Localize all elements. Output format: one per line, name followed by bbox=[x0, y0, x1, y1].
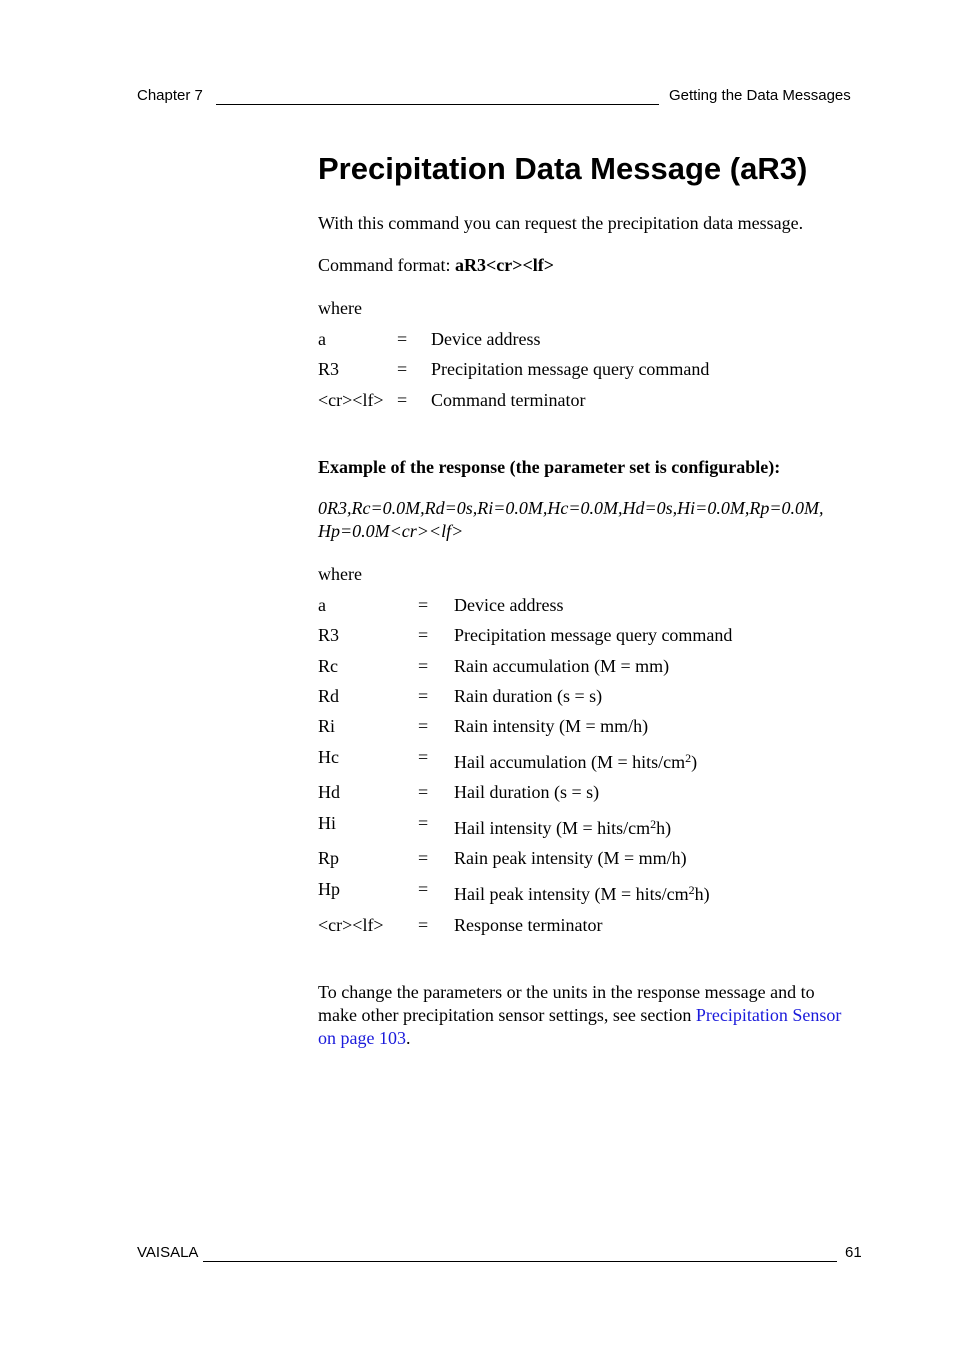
param-description bbox=[454, 715, 648, 738]
param-description bbox=[454, 655, 669, 678]
param-key: Rc bbox=[318, 656, 338, 676]
command-format bbox=[318, 254, 554, 277]
param-description-text: Rain peak intensity (M = mm/h) bbox=[454, 848, 687, 868]
param-equals: = bbox=[418, 782, 429, 802]
param-description-text: Precipitation message query command bbox=[454, 625, 733, 645]
param-equals: = bbox=[418, 656, 429, 676]
where-label-2: where bbox=[318, 564, 362, 584]
param-description bbox=[454, 817, 671, 840]
param-description-text: Device address bbox=[454, 595, 564, 615]
param-equals: = bbox=[418, 625, 429, 645]
footer-page-number: 61 bbox=[845, 1244, 862, 1261]
param-key: <cr><lf> bbox=[318, 390, 384, 410]
param-description bbox=[454, 883, 710, 906]
closing-end: . bbox=[405, 1028, 411, 1048]
param-key: a bbox=[318, 595, 326, 615]
param-description-text: Response terminator bbox=[454, 915, 603, 935]
param-key: a bbox=[318, 329, 326, 349]
header-rule bbox=[216, 104, 659, 105]
param-key: R3 bbox=[318, 359, 340, 379]
param-description-text: Hail accumulation (M = hits/cm bbox=[454, 752, 686, 772]
param-description: Device address bbox=[431, 329, 541, 349]
param-description-tail: h) bbox=[656, 818, 672, 838]
param-description bbox=[454, 847, 687, 870]
example-heading: Example of the response (the parameter set is configurable): bbox=[318, 457, 781, 477]
param-description: Command terminator bbox=[431, 390, 586, 410]
param-description bbox=[454, 914, 602, 937]
param-superscript: 2 bbox=[688, 883, 695, 897]
param-key: Rp bbox=[318, 848, 340, 868]
param-description-tail: ) bbox=[691, 752, 698, 772]
param-equals: = bbox=[418, 848, 429, 868]
param-description bbox=[454, 685, 602, 708]
param-key: <cr><lf> bbox=[318, 915, 384, 935]
param-key: Hd bbox=[318, 782, 340, 802]
param-description-text: Rain accumulation (M = mm) bbox=[454, 656, 670, 676]
header-section: Getting the Data Messages bbox=[669, 87, 851, 104]
param-description-text: Hail peak intensity (M = hits/cm bbox=[454, 884, 689, 904]
param-key: Rd bbox=[318, 686, 340, 706]
param-superscript: 2 bbox=[650, 817, 657, 831]
param-equals: = bbox=[418, 716, 429, 736]
header-chapter: Chapter 7 bbox=[137, 87, 203, 104]
param-equals: = bbox=[397, 390, 408, 410]
param-description bbox=[454, 751, 697, 774]
param-description-tail: h) bbox=[694, 884, 710, 904]
param-equals: = bbox=[418, 686, 429, 706]
param-key: Hp bbox=[318, 879, 340, 899]
param-equals: = bbox=[418, 915, 429, 935]
param-equals: = bbox=[418, 813, 429, 833]
param-description bbox=[454, 624, 732, 647]
param-description-text: Rain duration (s = s) bbox=[454, 686, 603, 706]
command-format-value: aR3<cr><lf> bbox=[454, 255, 554, 275]
param-key: Hc bbox=[318, 747, 339, 767]
precipitation-sensor-link[interactable]: Precipitation Sensor on page 103 bbox=[318, 1005, 842, 1048]
param-key: Ri bbox=[318, 716, 336, 736]
param-equals: = bbox=[418, 747, 429, 767]
example-line-2: Hp=0.0M<cr><lf> bbox=[318, 521, 464, 541]
param-key: Hi bbox=[318, 813, 336, 833]
param-equals: = bbox=[397, 329, 408, 349]
param-superscript: 2 bbox=[685, 751, 692, 765]
param-description bbox=[454, 594, 563, 617]
example-line-1: 0R3,Rc=0.0M,Rd=0s,Ri=0.0M,Hc=0.0M,Hd=0s,Hi=0.0M,Rp=0.0M, bbox=[318, 498, 824, 518]
closing-paragraph bbox=[318, 981, 858, 1050]
page-title: Precipitation Data Message (aR3) bbox=[318, 151, 808, 186]
param-description-text: Hail duration (s = s) bbox=[454, 782, 600, 802]
param-equals: = bbox=[418, 879, 429, 899]
param-description-text: Hail intensity (M = hits/cm bbox=[454, 818, 651, 838]
where-label-1: where bbox=[318, 298, 362, 318]
param-equals: = bbox=[397, 359, 408, 379]
param-description-text: Rain intensity (M = mm/h) bbox=[454, 716, 649, 736]
footer-company: VAISALA bbox=[137, 1244, 199, 1261]
param-equals: = bbox=[418, 595, 429, 615]
footer-rule bbox=[203, 1261, 837, 1262]
param-key: R3 bbox=[318, 625, 340, 645]
closing-text: To change the parameters or the units in the response message and to make other precipitation sensor settings, see section bbox=[318, 982, 815, 1025]
command-format-label: Command format: bbox=[318, 255, 455, 275]
intro-text: With this command you can request the precipitation data message. bbox=[318, 213, 804, 233]
param-description: Precipitation message query command bbox=[431, 359, 710, 379]
param-description bbox=[454, 781, 599, 804]
